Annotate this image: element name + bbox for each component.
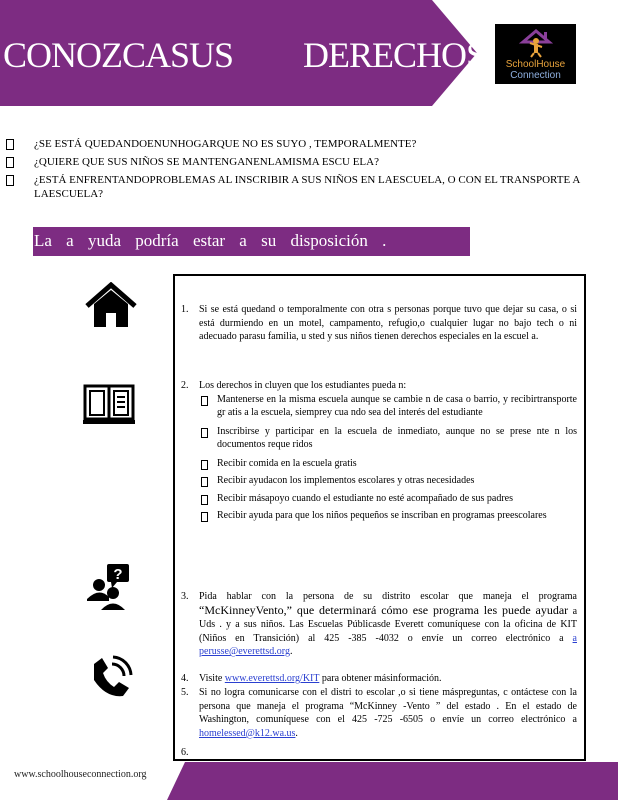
right-item: Inscribirse y participar en la escuela de inmediato, aunque no se prese nte n los documentos reque ridos: [199, 425, 577, 452]
right-item: Recibir ayuda para que los niños pequeños se inscriban en programas preescolares: [199, 509, 577, 523]
help-banner: [33, 227, 470, 256]
checkbox-icon: [6, 157, 14, 168]
schoolhouse-connection-logo: [495, 24, 576, 84]
checkbox-icon: [201, 512, 208, 522]
logo-house-icon: [519, 28, 553, 58]
question-person-icon: [85, 563, 131, 611]
phone-icon: [88, 654, 134, 702]
kit-website-link[interactable]: www.everettsd.org/KIT: [224, 673, 320, 684]
rights-box: 1. Si se está quedand o temporalmente con otra s personas porque tuvo que dejar su casa, o si está durmiendo en un motel, campamento, refugio,o cualquier lugar no bajo tech o ni adecuado parasu familia, u sted y sus niños tienen derechos especiales en la escuel a. 2. Los derechos in cluyen que los estudiantes pueda n: Mantenerse en la misma escuela aunque se cambie n de casa o barrio, y recibirtransporte gr atis a la escuela, siemprey cua ndo sea del interés del estudiante Inscribirse y participar en la escuela de inmediato, aunque no se prese nte n los documentos reque ridos Recibir comida en la escuela gratis Recibir ayudacon los implementos escolares y otras necesidades Recibir másapoyo cuando el estudiante no esté acompañado de sus padres Recibir ayuda para que los niños pequeños se inscriban en programas preescolares 3. Pida hablar con la persona de su distrito escolar que maneja el programa “McKinneyVento,” que determinará cómo ese programa les puede ayudar a Uds . y a sus niños. Las Escuelas Públicasde Everett comuníquese con la oficina de KIT (Niños en Transición) al 425 -385 -4032 o envíe un correo electrónico a a perusse@everettsd.org. 4. Visite www.everettsd.org/KIT para obtener másinformación. 5. Si no logra comunicarse con el distri to escolar ,o si tiene máspreguntas, c ontáctese con la persona que maneja el programa “McKinney -Vento ” del estado . En el estado de Washington, comuníquese con el 425 -725 -6505 o envíe un correo electrónico a homelessed@k12.wa.us. 6.: [173, 274, 586, 761]
question-item: ¿SE ESTÁ QUEDANDOENUNHOGARQUE NO ES SUYO , TEMPORALMENTE?: [6, 137, 596, 151]
list-item: 2. Los derechos in cluyen que los estudiantes pueda n: Mantenerse en la misma escuela aunque se cambie n de casa o barrio, y recibirtransporte gr atis a la escuela, siemprey cua ndo sea del interés del estudiante Inscribirse y participar en la escuela de inmediato, aunque no se prese nte n los documentos reque ridos Recibir comida en la escuela gratis Recibir ayudacon los implementos escolares y otras necesidades Recibir másapoyo cuando el estudiante no esté acompañado de sus padres Recibir ayuda para que los niños pequeños se inscriban en programas preescolares: [181, 380, 577, 521]
footer-url: www.schoolhouseconnection.org: [14, 769, 147, 780]
checkbox-icon: [201, 477, 208, 487]
list-item: 1. Si se está quedand o temporalmente con otra s personas porque tuvo que dejar su casa, o si está durmiendo en un motel, campamento, refugio,o cualquier lugar no bajo tech o ni adecuado parasu familia, u sted y sus niños tienen derechos especiales en la escuel a.: [181, 304, 577, 342]
logo-line-1: SchoolHouse: [505, 59, 566, 70]
list-item: 3. Pida hablar con la persona de su distrito escolar que maneja el programa “McKinneyVento,” que determinará cómo ese programa les puede ayudar a Uds . y a sus niños. Las Escuelas Públicasde Everett comuníquese con la oficina de KIT (Niños en Transición) al 425 -385 -4032 o envíe un correo electrónico a a perusse@everettsd.org.: [181, 591, 578, 657]
checkbox-icon: [6, 175, 14, 186]
email-link-everett[interactable]: a perusse@everettsd.org: [199, 632, 577, 657]
checkbox-icon: [201, 460, 208, 470]
checkbox-icon: [6, 139, 14, 150]
right-item: Mantenerse en la misma escuela aunque se cambie n de casa o barrio, y recibirtransporte gr atis a la escuela, siemprey cua ndo sea del interés del estudiante: [199, 393, 577, 420]
questions-list: [6, 137, 596, 205]
house-icon: [84, 282, 138, 328]
right-item: Recibir másapoyo cuando el estudiante no esté acompañado de sus padres: [199, 492, 577, 506]
list-item: 4. Visite www.everettsd.org/KIT para obtener másinformación.: [181, 673, 442, 684]
book-icon: [82, 383, 136, 425]
question-item: ¿QUIERE QUE SUS NIÑOS SE MANTENGANENLAMISMA ESCU ELA?: [6, 155, 596, 169]
svg-text:?: ?: [113, 566, 123, 583]
checkbox-icon: [201, 428, 208, 438]
checkbox-icon: [201, 495, 208, 505]
page-title: CONOZCASUS DERECHOS: [3, 35, 486, 75]
email-link-state[interactable]: homelessed@k12.wa.us: [199, 727, 296, 739]
right-item: Recibir ayudacon los implementos escolares y otras necesidades: [199, 474, 577, 488]
list-item: 5. Si no logra comunicarse con el distri to escolar ,o si tiene máspreguntas, c ontáctese con la persona que maneja el programa “McKinney -Vento ” del estado . En el estado de Washington, comuníquese con el 425 -725 -6505 o envíe un correo electrónico a homelessed@k12.wa.us.: [181, 687, 577, 739]
help-banner-text: La a yuda podría estar a su disposición .: [34, 231, 387, 250]
rights-intro: Los derechos in cluyen que los estudiantes pueda n:: [199, 380, 407, 391]
footer-bar: [167, 762, 618, 800]
logo-line-2: Connection: [510, 70, 561, 81]
question-item: ¿ESTÁ ENFRENTANDOPROBLEMAS AL INSCRIBIR A SUS NIÑOS EN LAESCUELA, O CON EL TRANSPORTE A LAESCUELA?: [6, 173, 596, 201]
right-item: Recibir comida en la escuela gratis: [199, 457, 577, 471]
checkbox-icon: [201, 396, 208, 406]
